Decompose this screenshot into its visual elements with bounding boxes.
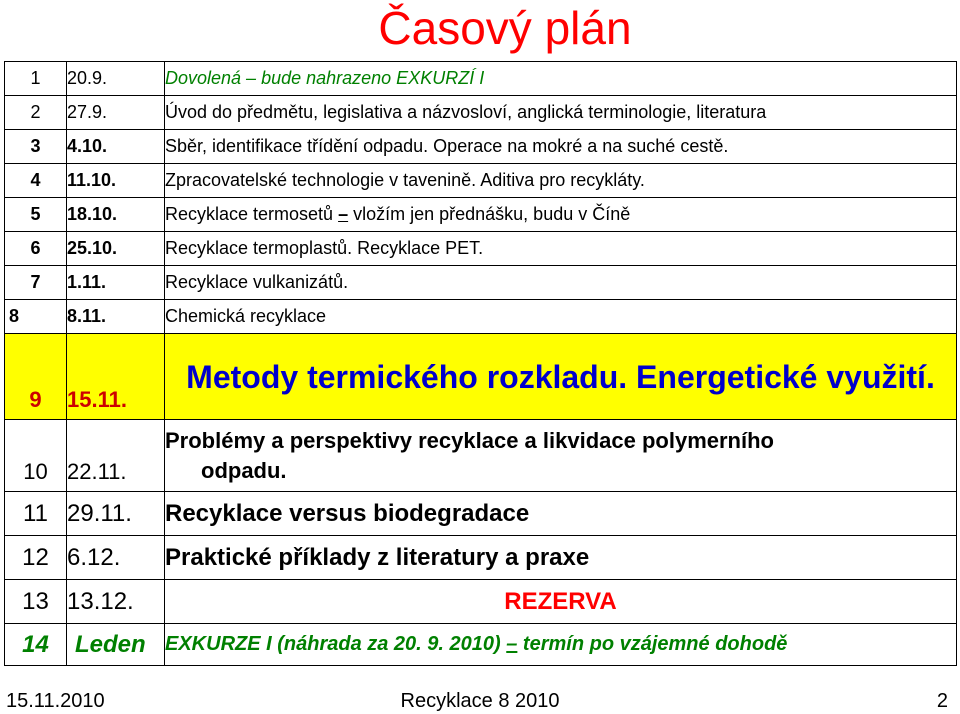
row-topic: Recyklace termoplastů. Recyklace PET.: [165, 232, 957, 266]
row-topic: [165, 624, 957, 666]
row-number: 3: [5, 130, 67, 164]
row-topic: Sběr, identifikace třídění odpadu. Operace na mokré a na suché cestě.: [165, 130, 957, 164]
slide-title: Časový plán: [378, 2, 632, 54]
table-row: [5, 130, 957, 164]
row-number: 7: [5, 266, 67, 300]
row-number: 4: [5, 164, 67, 198]
row-number: 14: [5, 624, 67, 666]
slide-footer: [0, 690, 960, 714]
row-date: Leden: [67, 624, 165, 666]
row-topic: Dovolená – bude nahrazeno EXKURZÍ I: [165, 62, 957, 96]
row-date: 11.10.: [67, 164, 165, 198]
row-topic: [165, 420, 957, 492]
row-date: 20.9.: [67, 62, 165, 96]
row-topic: Metody termického rozkladu. Energetické využití.: [165, 334, 957, 420]
table-row: [5, 266, 957, 300]
row-number: 12: [5, 536, 67, 580]
topic-part: EXKURZE I (náhrada za 20. 9. 2010): [165, 633, 507, 655]
table-row: [5, 580, 957, 624]
schedule-table: [4, 61, 957, 666]
row-date: 15.11.: [67, 334, 165, 420]
row-topic: [165, 198, 957, 232]
table-row: [5, 536, 957, 580]
row-date: 6.12.: [67, 536, 165, 580]
table-row-highlighted: [5, 334, 957, 420]
table-row: [5, 420, 957, 492]
row-date: 27.9.: [67, 96, 165, 130]
row-number: 10: [5, 420, 67, 492]
table-row: [5, 62, 957, 96]
footer-course: Recyklace 8 2010: [400, 690, 560, 712]
topic-part: Recyklace termosetů: [165, 204, 339, 224]
row-date: 25.10.: [67, 232, 165, 266]
row-number: 6: [5, 232, 67, 266]
table-row: [5, 624, 957, 666]
row-topic: Praktické příklady z literatury a praxe: [165, 536, 957, 580]
row-date: 1.11.: [67, 266, 165, 300]
row-number: 11: [5, 492, 67, 536]
row-number: 1: [5, 62, 67, 96]
row-date: 8.11.: [67, 300, 165, 334]
row-date: 18.10.: [67, 198, 165, 232]
table-row: [5, 492, 957, 536]
row-date: 29.11.: [67, 492, 165, 536]
table-row: [5, 164, 957, 198]
row-number: 8: [5, 300, 67, 334]
topic-dash: –: [338, 204, 349, 224]
topic-line: odpadu.: [201, 457, 287, 483]
row-number: 9: [5, 334, 67, 420]
row-number: 13: [5, 580, 67, 624]
footer-date: 15.11.2010: [6, 690, 105, 712]
footer-page-number: 2: [936, 690, 948, 712]
row-date: 13.12.: [67, 580, 165, 624]
topic-part: termín po vzájemné dohodě: [517, 633, 788, 655]
row-topic: REZERVA: [165, 580, 957, 624]
row-date: 4.10.: [67, 130, 165, 164]
table-row: [5, 300, 957, 334]
row-topic: Úvod do předmětu, legislativa a názvosloví, anglická terminologie, literatura: [165, 96, 957, 130]
table-row: [5, 96, 957, 130]
topic-line: Problémy a perspektivy recyklace a likvidace polymerního: [165, 427, 774, 453]
topic-dash: –: [506, 633, 518, 655]
topic-part: vložím jen přednášku, budu v Číně: [348, 204, 631, 224]
row-topic: Zpracovatelské technologie v tavenině. Aditiva pro recykláty.: [165, 164, 957, 198]
row-number: 5: [5, 198, 67, 232]
row-number: 2: [5, 96, 67, 130]
row-topic: Recyklace vulkanizátů.: [165, 266, 957, 300]
table-row: [5, 232, 957, 266]
table-row: [5, 198, 957, 232]
row-topic: Chemická recyklace: [165, 300, 957, 334]
row-topic: Recyklace versus biodegradace: [165, 492, 957, 536]
row-date: 22.11.: [67, 420, 165, 492]
